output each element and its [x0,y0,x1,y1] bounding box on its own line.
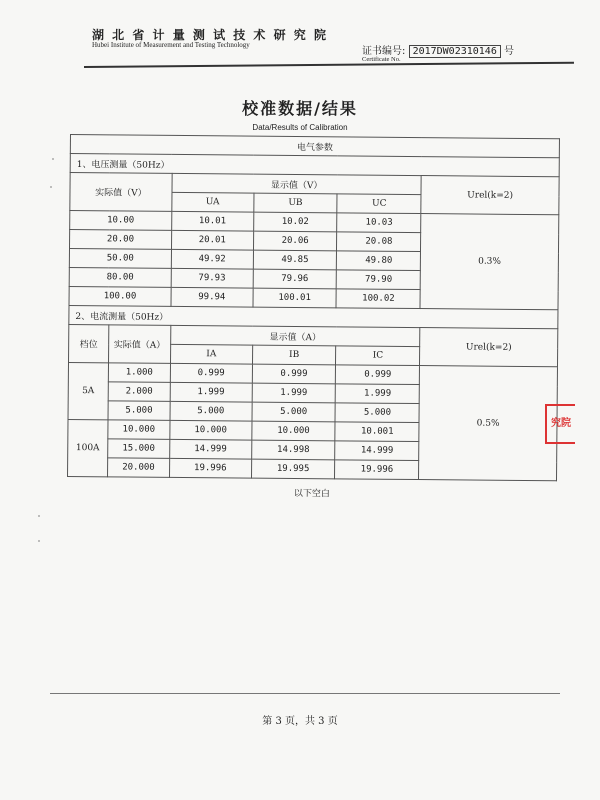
section-title: 电气参数 [70,135,559,158]
col-ic: IC [336,346,420,366]
current-uncertainty: 0.5% [419,366,558,481]
voltage-heading: 1、电压测量（50Hz） [70,154,559,177]
voltage-actual: 100.00 [69,286,171,306]
voltage-uc: 100.02 [336,289,420,309]
voltage-ub: 79.96 [253,269,337,289]
current-actual-header: 实际值（A） [108,325,170,364]
certificate-suffix: 号 [504,46,515,57]
current-ia: 10.000 [170,420,252,440]
footer-divider [50,693,560,694]
certificate-label-en: Certificate No. [362,56,401,63]
voltage-ub: 20.06 [253,231,337,251]
voltage-display-header: 显示值（V） [172,173,422,194]
voltage-ua: 99.94 [171,287,253,307]
current-uncertainty-header: Urel(k=2) [420,328,558,367]
current-heading: 2、电流测量（50Hz） [69,305,558,328]
voltage-actual: 10.00 [70,211,172,231]
voltage-uc: 20.08 [337,232,421,252]
voltage-actual-header: 实际值（V） [70,173,172,212]
current-ib: 14.998 [251,440,335,460]
current-ib: 0.999 [252,364,336,384]
certificate-number-value: 2017DW02310146 [409,45,501,58]
col-ua: UA [172,192,254,212]
calibration-table [67,134,560,481]
current-ic: 1.999 [336,384,420,404]
current-display-header: 显示值（A） [170,325,420,346]
voltage-actual: 20.00 [70,230,172,250]
current-actual: 20.000 [107,458,169,478]
voltage-uc: 79.90 [337,270,421,290]
voltage-actual: 80.00 [69,267,171,287]
current-actual: 5.000 [108,401,170,421]
current-ia: 0.999 [170,363,252,383]
end-note: 以下空白 [293,488,330,500]
voltage-ub: 10.02 [253,212,337,232]
current-ic: 0.999 [336,365,420,385]
current-ib: 10.000 [251,421,335,441]
institute-name-en: Hubei Institute of Measurement and Testing Technology [92,41,250,49]
voltage-ua: 20.01 [171,230,253,250]
current-ia: 1.999 [170,382,252,402]
current-ib: 19.995 [251,459,335,479]
voltage-ua: 10.01 [171,211,253,231]
page-subtitle: Data/Results of Calibration [252,123,348,132]
page-title: 校准数据/结果 [242,99,358,118]
voltage-uncertainty-header: Urel(k=2) [421,176,559,215]
scan-speck [38,515,40,517]
scan-speck [50,186,52,188]
current-range: 5A [68,362,108,419]
current-actual: 2.000 [108,382,170,402]
current-actual: 1.000 [108,363,170,383]
current-ic: 14.999 [335,441,419,461]
col-ub: UB [253,193,337,213]
voltage-uc: 10.03 [337,213,421,233]
voltage-uncertainty: 0.3% [420,214,559,310]
voltage-actual: 50.00 [69,249,171,269]
current-range: 100A [68,419,108,476]
current-ic: 19.996 [335,460,419,480]
col-ib: IB [252,345,336,365]
voltage-ub: 100.01 [253,288,337,308]
current-ic: 5.000 [335,403,419,423]
scan-speck [52,158,54,160]
calibration-sheet [67,134,560,503]
current-ia: 14.999 [170,439,252,459]
header-divider [84,62,574,68]
voltage-ua: 49.92 [171,249,253,269]
col-ia: IA [170,344,252,364]
current-actual: 15.000 [108,439,170,459]
page-number: 第 3 页，共 3 页 [262,716,338,727]
scan-speck [38,540,40,542]
current-ib: 5.000 [252,402,336,422]
col-uc: UC [337,194,421,214]
current-ia: 5.000 [170,401,252,421]
voltage-uc: 49.80 [337,251,421,271]
current-ic: 10.001 [335,422,419,442]
current-ia: 19.996 [169,458,251,478]
current-range-header: 档位 [69,324,109,362]
certificate-label: 证书编号: [362,46,406,57]
voltage-ua: 79.93 [171,268,253,288]
official-stamp: 究院 [545,404,575,444]
current-ib: 1.999 [252,383,336,403]
current-actual: 10.000 [108,420,170,440]
voltage-ub: 49.85 [253,250,337,270]
institute-name-cn: 湖 北 省 计 量 测 试 技 术 研 究 院 [92,28,328,42]
